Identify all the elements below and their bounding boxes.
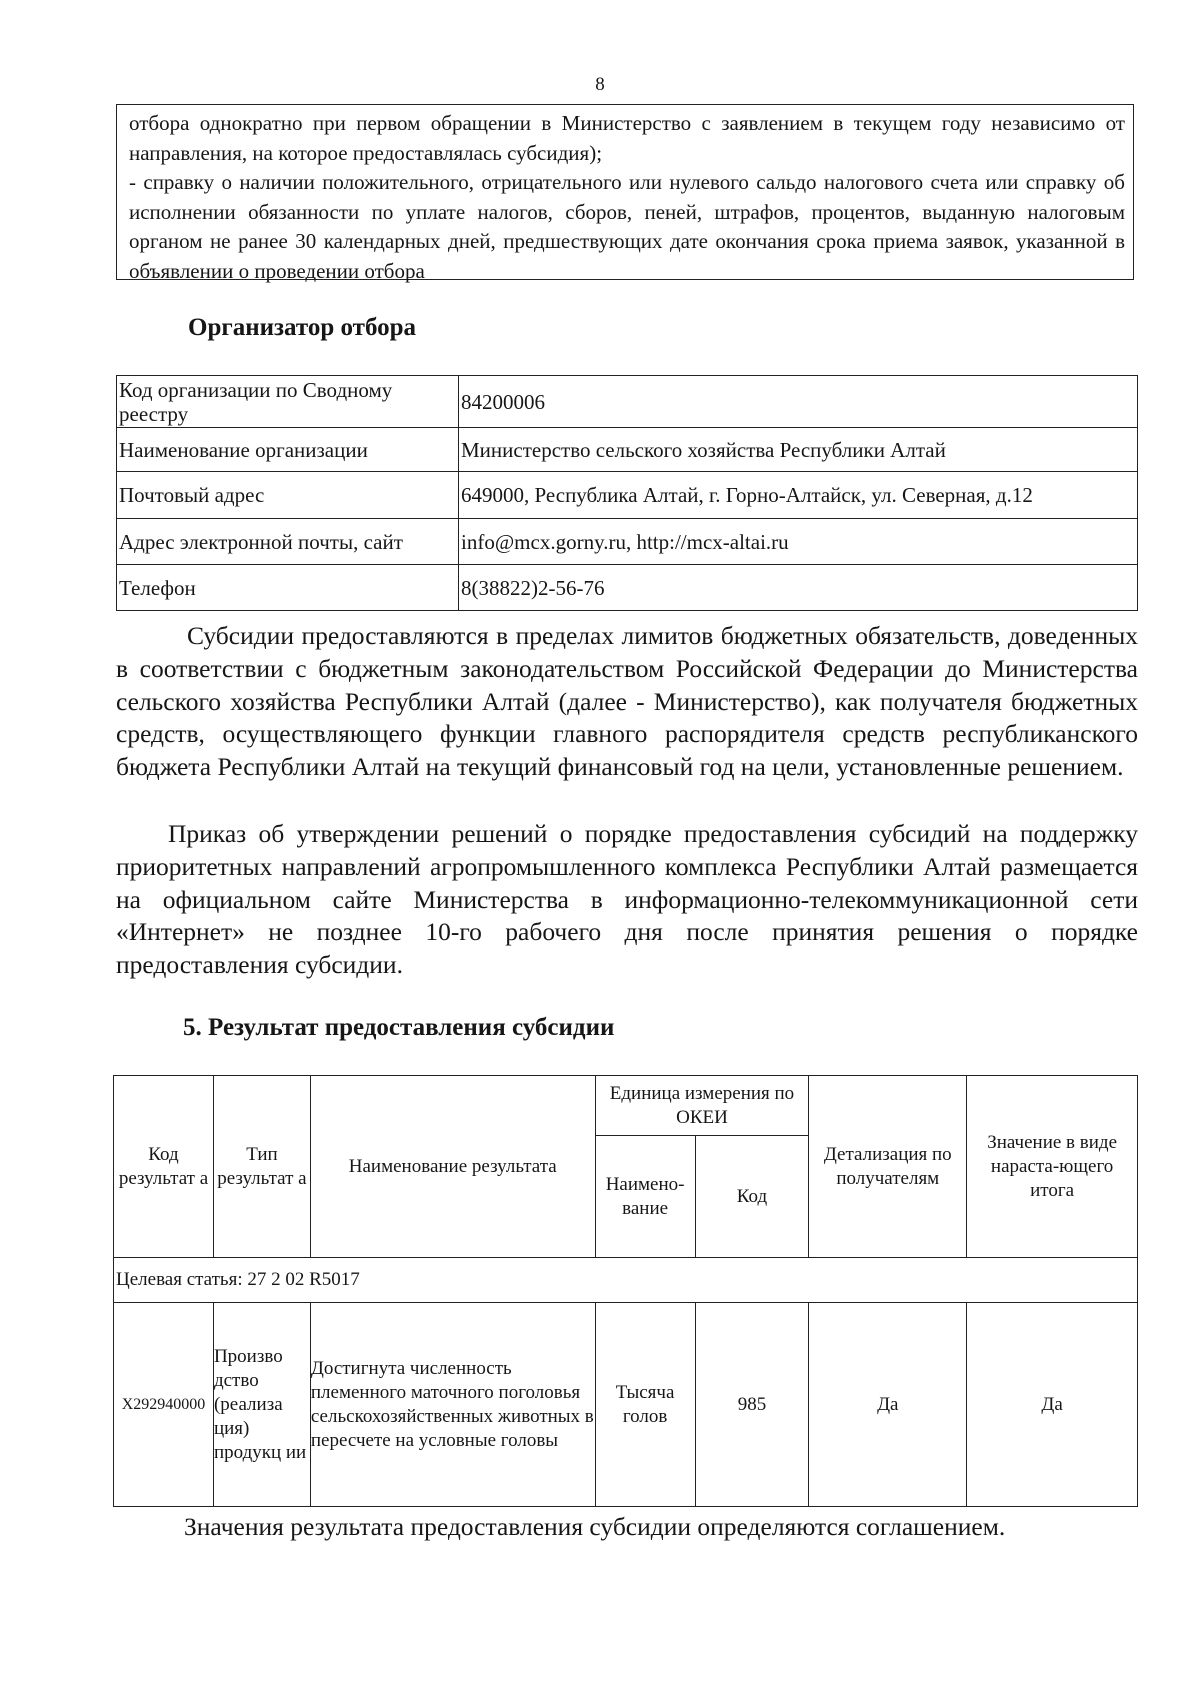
result-type-cell: Произво дство (реализа ция) продукц ии — [213, 1303, 310, 1507]
unit-code-cell: 985 — [695, 1303, 809, 1507]
organizer-table — [116, 375, 1138, 611]
table-row — [117, 565, 1138, 611]
org-code-value: 84200006 — [459, 376, 1138, 428]
table-row — [117, 376, 1138, 428]
budget-paragraph: Субсидии предоставляются в пределах лимитов бюджетных обязательств, доведенных в соответствии с бюджетным законодательством Российской Федерации до Министерства сельского хозяйства Республики Алтай (далее - Министерство), как получателя бюджетных средств, осуществляющего функции главного распорядителя средств республиканского бюджета Республики Алтай на текущий финансовый год на цели, установленные решением. — [116, 621, 1138, 782]
organizer-heading: Организатор отбора — [188, 314, 417, 341]
table-header-row — [114, 1076, 1138, 1136]
requirements-line-1: отбора однократно при первом обращении в Министерство с заявлением в текущем году независимо от направления, на которое предоставлялась субсидия); — [129, 111, 1125, 165]
postal-address-label: Почтовый адрес — [117, 472, 459, 519]
org-name-value: Министерство сельского хозяйства Республики Алтай — [459, 428, 1138, 472]
email-site-label: Адрес электронной почты, сайт — [117, 519, 459, 565]
phone-value: 8(38822)2-56-76 — [459, 565, 1138, 611]
header-unit-code: Код — [695, 1136, 809, 1258]
order-paragraph: Приказ об утверждении решений о порядке предоставления субсидий на поддержку приоритетных направлений агропромышленного комплекса Республики Алтай размещается на официальном сайте Министерства в информационно-телекоммуникационной сети «Интернет» не позднее 10-го рабочего дня после принятия решения о порядке предоставления субсидии. — [116, 819, 1138, 980]
result-table — [113, 1075, 1138, 1507]
header-unit-okei: Единица измерения по ОКЕИ — [595, 1076, 809, 1136]
table-row — [117, 519, 1138, 565]
table-row — [117, 472, 1138, 519]
phone-label: Телефон — [117, 565, 459, 611]
target-article: Целевая статья: 27 2 02 R5017 — [114, 1258, 1138, 1303]
postal-address-value: 649000, Республика Алтай, г. Горно-Алтайск, ул. Северная, д.12 — [459, 472, 1138, 519]
requirements-line-2: - справку о наличии положительного, отрицательного или нулевого сальдо налогового счета или справку об исполнении обязанности по уплате налогов, сборов, пеней, штрафов, процентов, выданную налоговым органом не ранее 30 календарных дней, предшествующих дате окончания срока приема заявок, указанной в объявлении о проведении отбора — [129, 170, 1125, 283]
cumulative-cell: Да — [967, 1303, 1138, 1507]
table-row — [114, 1258, 1138, 1303]
result-name-cell: Достигнута численность племенного маточного поголовья сельскохозяйственных животных в пересчете на условные головы — [310, 1303, 595, 1507]
header-result-type: Тип результат а — [213, 1076, 310, 1258]
email-site-value: info@mcx.gorny.ru, http://mcx-altai.ru — [459, 519, 1138, 565]
header-cumulative: Значение в виде нараста-ющего итога — [967, 1076, 1138, 1258]
detail-cell: Да — [809, 1303, 967, 1507]
page-number: 8 — [595, 74, 605, 95]
requirements-box — [116, 104, 1134, 283]
unit-name-cell: Тысяча голов — [595, 1303, 695, 1507]
header-result-name: Наименование результата — [310, 1076, 595, 1258]
org-code-label: Код организации по Сводному реестру — [117, 376, 459, 428]
table-row — [117, 428, 1138, 472]
header-unit-name: Наимено-вание — [595, 1136, 695, 1258]
table-row — [114, 1303, 1138, 1507]
header-detail: Детализация по получателям — [809, 1076, 967, 1258]
footer-text: Значения результата предоставления субсидии определяются соглашением. — [184, 1512, 1006, 1541]
result-heading: 5. Результат предоставления субсидии — [183, 1014, 615, 1041]
header-result-code: Код результат а — [114, 1076, 214, 1258]
result-code-cell: X292940000 — [114, 1303, 214, 1507]
org-name-label: Наименование организации — [117, 428, 459, 472]
